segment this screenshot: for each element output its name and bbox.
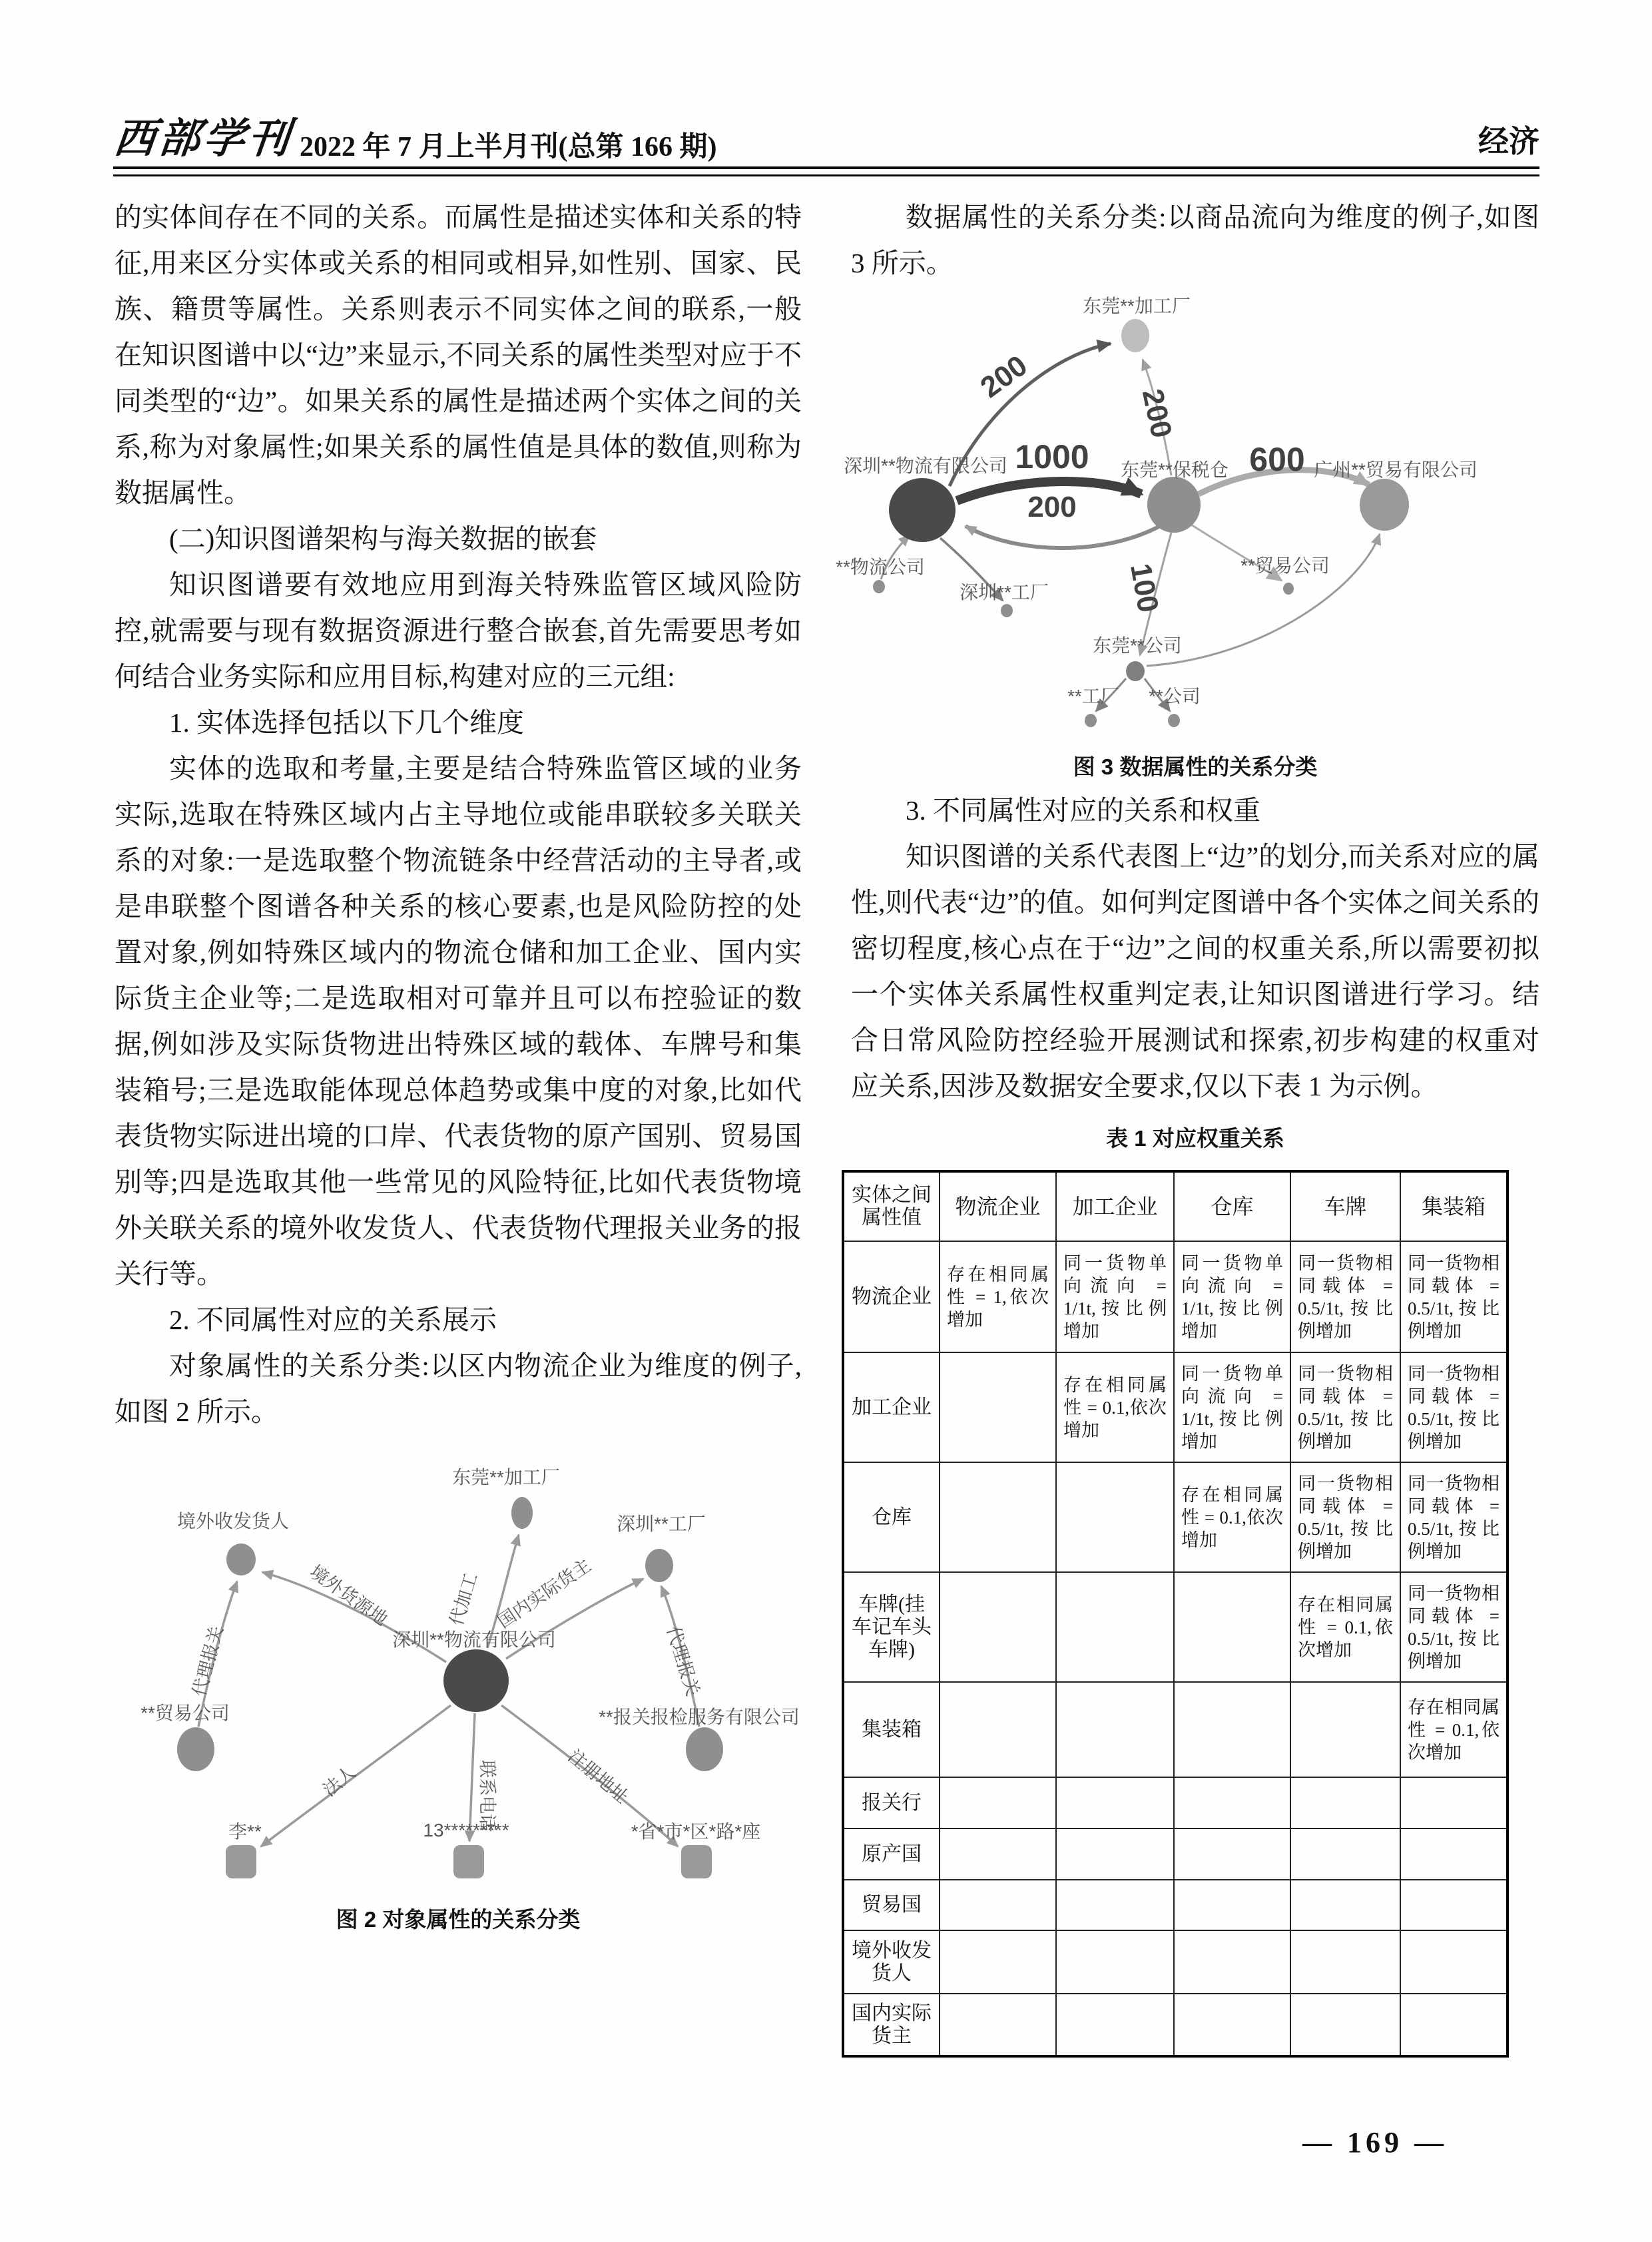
- fig2-edge-label-faren: 法人: [319, 1762, 360, 1801]
- fig3-node-guangzhou-trade: [1360, 479, 1409, 531]
- figure2-caption: 图 2 对象属性的关系分类: [336, 1907, 581, 1932]
- paragraph: 对象属性的关系分类:以区内物流企业为维度的例子,如图 2 所示。: [115, 1350, 802, 1427]
- table-cell: 同一货物相同载体 = 0.5/1t,按比例增加: [1400, 1572, 1508, 1682]
- page-number: — 169 —: [1302, 2126, 1448, 2159]
- table-header-row: [843, 1171, 1508, 1241]
- table-cell: [940, 1880, 1056, 1930]
- table-row: [843, 1352, 1508, 1462]
- table-cell: 同一货物相同载体 = 0.5/1t,按比例增加: [1400, 1462, 1508, 1572]
- table-row-label: 原产国: [843, 1828, 940, 1880]
- table-cell: [1056, 1880, 1174, 1930]
- fig2-edge-label-jingwai-huoyuandi: 境外货源地: [306, 1561, 392, 1630]
- table-cell: [940, 1682, 1056, 1777]
- fig3-edge-label-100-down: 100: [1123, 561, 1165, 615]
- table-cell: [1290, 1682, 1400, 1777]
- table-row: [843, 1994, 1508, 2056]
- table-cell: [1056, 1930, 1174, 1994]
- table-cell: [1174, 1994, 1290, 2056]
- fig3-node-shenzhen-logistics: [889, 478, 956, 542]
- table-cell: [1056, 1994, 1174, 2056]
- fig2-edge-label-lianxi-dianhua: 联系电话: [477, 1760, 497, 1832]
- table-cell: [1400, 1777, 1508, 1828]
- left-column: [115, 194, 802, 1940]
- fig2-node-label-overseas-consignee: 境外收发货人: [176, 1511, 290, 1532]
- table-row: [843, 1828, 1508, 1880]
- fig3-node-trade-company: [1283, 583, 1294, 595]
- fig3-edge-label-200-warehouse-up: 200: [1135, 386, 1179, 441]
- journal-logo: 西部学刊: [111, 117, 295, 162]
- table-cell: [940, 1352, 1056, 1462]
- fig2-node-shenzhen-factory: [645, 1549, 673, 1582]
- fig3-node-label-shenzhen-factory: 深圳**工厂: [960, 582, 1049, 603]
- fig3-node-label-company-small: **公司: [1149, 686, 1201, 706]
- fig2-node-label-legal-person: 李**: [228, 1821, 262, 1842]
- subheading: 2. 不同属性对应的关系展示: [169, 1304, 497, 1335]
- table-column-header: 实体之间属性值: [843, 1171, 940, 1241]
- fig2-node-registered-address: [681, 1845, 712, 1878]
- fig2-node-phone-number: [453, 1845, 484, 1878]
- table-cell: [1400, 1828, 1508, 1880]
- paragraph: 知识图谱的关系代表图上“边”的划分,而关系对应的属性,则代表“边”的值。如何判定图谱中各个实体之间关系的密切程度,核心点在于“边”之间的权重关系,所以需要初拟一个实体关系属性权重判定表,让知识图谱进行学习。结合日常风险防控经验开展测试和探索,初步构建的权重对应关系,因涉及数据安全要求,仅以下表 1 为示例。: [851, 841, 1539, 1101]
- table-column-header: 物流企业: [940, 1171, 1056, 1241]
- table-cell: 存在相同属性 = 0.1,依次增加: [1400, 1682, 1508, 1777]
- table-row-label: 集装箱: [843, 1682, 940, 1777]
- table-row: [843, 1777, 1508, 1828]
- paragraph: 知识图谱要有效地应用到海关特殊监管区域风险防控,就需要与现有数据资源进行整合嵌套,首先需要思考如何结合业务实际和应用目标,构建对应的三元组:: [115, 569, 802, 692]
- table-cell: 存在相同属性 = 0.1,依次增加: [1174, 1462, 1290, 1572]
- subheading: 1. 实体选择包括以下几个维度: [169, 707, 524, 738]
- table-cell: [1400, 1880, 1508, 1930]
- fig3-node-label-dongguan-company: 东莞**公司: [1093, 635, 1182, 656]
- table-cell: [1174, 1572, 1290, 1682]
- section-label: 经济: [1478, 124, 1539, 158]
- fig2-node-legal-person: [226, 1845, 256, 1878]
- table-cell: 同一货物相同载体 = 0.5/1t,按比例增加: [1290, 1241, 1400, 1352]
- table-cell: [1174, 1682, 1290, 1777]
- paragraph: 数据属性的关系分类:以商品流向为维度的例子,如图 3 所示。: [851, 202, 1539, 278]
- fig2-node-overseas-consignee: [226, 1543, 256, 1575]
- table-row-label: 物流企业: [843, 1241, 940, 1352]
- table-row: [843, 1930, 1508, 1994]
- table-cell: [1290, 1777, 1400, 1828]
- table-cell: [940, 1462, 1056, 1572]
- table-cell: [1056, 1682, 1174, 1777]
- table-cell: 同一货物相同载体 = 0.5/1t,按比例增加: [1400, 1352, 1508, 1462]
- fig3-node-factory-small: [1085, 714, 1097, 727]
- fig2-node-label-registered-address: *省*市*区*路*座: [631, 1821, 761, 1842]
- table-cell: [1056, 1828, 1174, 1880]
- fig3-node-logistics-company: [873, 580, 885, 593]
- table-row-label: 国内实际货主: [843, 1994, 940, 2056]
- fig3-node-label-logistics-company: **物流公司: [836, 557, 925, 577]
- fig3-node-label-factory-small: **工厂: [1067, 686, 1119, 706]
- table-cell: 同一货物单向流向 = 1/1t,按比例增加: [1174, 1352, 1290, 1462]
- fig3-node-label-shenzhen-logistics: 深圳**物流有限公司: [844, 455, 1007, 476]
- table-cell: 存在相同属性 = 1,依次增加: [940, 1241, 1056, 1352]
- table-row: [843, 1462, 1508, 1572]
- table-cell: [1174, 1880, 1290, 1930]
- fig2-node-dongguan-factory: [511, 1497, 533, 1529]
- weight-relation-table: [842, 1170, 1509, 2058]
- paragraph: 实体的选取和考量,主要是结合特殊监管区域的业务实际,选取在特殊区域内占主导地位或能串联较多关联关系的对象:一是选取整个物流链条中经营活动的主导者,或是串联整个图谱各种关系的核心要素,也是风险防控的处置对象,例如特殊区域内的物流仓储和加工企业、国内实际货主企业等;二是选取相对可靠并且可以布控验证的数据,例如涉及实际货物进出特殊区域的载体、车牌号和集装箱号;三是选取能体现总体趋势或集中度的对象,比如代表货物实际进出境的口岸、代表货物的原产国别、贸易国别等;四是选取其他一些常见的风险特征,比如代表货物境外关联关系的境外收发货人、代表货物代理报关业务的报关行等。: [115, 753, 802, 1289]
- table-cell: 存在相同属性 = 0.1,依次增加: [1290, 1572, 1400, 1682]
- fig2-node-center-logistics: [443, 1649, 509, 1712]
- fig2-edge-label-daijiagong: 代加工: [446, 1570, 481, 1628]
- table-row-label: 仓库: [843, 1462, 940, 1572]
- right-column: [836, 194, 1539, 2058]
- fig2-edge-label-zhuce-dizhi: 注册地址: [564, 1745, 633, 1808]
- table-row-label: 境外收发货人: [843, 1930, 940, 1994]
- fig2-node-label-phone-number: 13*********: [423, 1820, 509, 1840]
- fig2-node-customs-broker: [686, 1727, 723, 1771]
- fig3-node-label-trade-company: **贸易公司: [1240, 555, 1330, 576]
- header-double-rule: [113, 166, 1539, 176]
- fig2-node-label-customs-broker: **报关报检服务有限公司: [599, 1707, 800, 1727]
- fig3-edge-label-1000-main-flow: 1000: [1015, 438, 1089, 475]
- table-row: [843, 1880, 1508, 1930]
- fig2-edge-label-daili-baoguan-r: 代理报关: [663, 1623, 703, 1699]
- fig2-edge-label-guonei-huozhu: 国内实际货主: [493, 1555, 595, 1632]
- fig3-node-dongguan-factory: [1121, 319, 1149, 352]
- table-row-label: 车牌(挂车记车头车牌): [843, 1572, 940, 1682]
- table-cell: 同一货物单向流向 = 1/1t,按比例增加: [1056, 1241, 1174, 1352]
- fig2-node-trade-company: [177, 1727, 214, 1771]
- table-cell: [1290, 1828, 1400, 1880]
- fig3-edge-label-200-return: 200: [1027, 491, 1077, 523]
- fig2-node-label-dongguan-factory: 东莞**加工厂: [452, 1467, 560, 1488]
- fig3-edge-label-600-to-guangzhou: 600: [1249, 441, 1305, 478]
- table-cell: [1174, 1777, 1290, 1828]
- table-cell: 同一货物相同载体 = 0.5/1t,按比例增加: [1290, 1462, 1400, 1572]
- table-row-label: 贸易国: [843, 1880, 940, 1930]
- page-header: [111, 105, 1539, 162]
- fig3-node-label-bonded-warehouse: 东莞**保税仓: [1121, 459, 1229, 480]
- fig2-node-label-trade-company: **贸易公司: [140, 1703, 230, 1723]
- fig3-edge-label-200-to-factory: 200: [974, 349, 1033, 404]
- figure3-data-property-graph: [826, 290, 1571, 738]
- fig3-node-shenzhen-factory: [1001, 604, 1013, 617]
- table-cell: [940, 1930, 1056, 1994]
- table-column-header: 集装箱: [1400, 1171, 1508, 1241]
- table-column-header: 加工企业: [1056, 1171, 1174, 1241]
- fig2-node-label-center-logistics: 深圳**物流有限公司: [392, 1629, 556, 1650]
- fig3-node-label-guangzhou-trade: 广州**贸易有限公司: [1314, 459, 1478, 480]
- table-cell: [940, 1572, 1056, 1682]
- table-cell: 存在相同属性 = 0.1,依次增加: [1056, 1352, 1174, 1462]
- subheading: 3. 不同属性对应的关系和权重: [906, 795, 1260, 826]
- table-cell: [940, 1777, 1056, 1828]
- table-row: [843, 1241, 1508, 1352]
- table1-caption: 表 1 对应权重关系: [1106, 1126, 1284, 1151]
- table-row-label: 报关行: [843, 1777, 940, 1828]
- table-cell: [1290, 1930, 1400, 1994]
- table-row: [843, 1682, 1508, 1777]
- figure2-object-property-graph: [67, 1451, 826, 1890]
- figure3-caption: 图 3 数据属性的关系分类: [1073, 754, 1318, 779]
- table-cell: [1400, 1994, 1508, 2056]
- table-cell: [1290, 1994, 1400, 2056]
- table-cell: [1400, 1930, 1508, 1994]
- fig3-node-company-small: [1168, 714, 1180, 727]
- paragraph: 的实体间存在不同的关系。而属性是描述实体和关系的特征,用来区分实体或关系的相同或相异,如性别、国家、民族、籍贯等属性。关系则表示不同实体之间的联系,一般在知识图谱中以“边”来显示,不同关系的属性类型对应于不同类型的“边”。如果关系的属性是描述两个实体之间的关系,称为对象属性;如果关系的属性值是具体的数值,则称为数据属性。: [115, 202, 802, 508]
- issue-info: 2022 年 7 月上半月刊(总第 166 期): [300, 132, 717, 162]
- table-column-header: 车牌: [1290, 1171, 1400, 1241]
- fig3-node-bonded-warehouse: [1147, 477, 1201, 533]
- table-column-header: 仓库: [1174, 1171, 1290, 1241]
- table-cell: [1056, 1572, 1174, 1682]
- table-cell: [1174, 1930, 1290, 1994]
- table-row-label: 加工企业: [843, 1352, 940, 1462]
- table-cell: 同一货物单向流向 = 1/1t,按比例增加: [1174, 1241, 1290, 1352]
- table-cell: [940, 1828, 1056, 1880]
- fig3-node-dongguan-company: [1126, 661, 1145, 681]
- table-cell: 同一货物相同载体 = 0.5/1t,按比例增加: [1290, 1352, 1400, 1462]
- fig3-node-label-dongguan-factory: 东莞**加工厂: [1083, 296, 1191, 316]
- table-cell: [940, 1994, 1056, 2056]
- fig2-node-label-shenzhen-factory: 深圳**工厂: [617, 1514, 706, 1534]
- table-cell: 同一货物相同载体 = 0.5/1t,按比例增加: [1400, 1241, 1508, 1352]
- fig2-edge-label-daili-baoguan-l: 代理报关: [188, 1623, 227, 1699]
- table-cell: [1056, 1462, 1174, 1572]
- section-heading: (二)知识图谱架构与海关数据的嵌套: [169, 523, 597, 554]
- table-cell: [1056, 1777, 1174, 1828]
- table-cell: [1174, 1828, 1290, 1880]
- table-cell: [1290, 1880, 1400, 1930]
- table-row: [843, 1572, 1508, 1682]
